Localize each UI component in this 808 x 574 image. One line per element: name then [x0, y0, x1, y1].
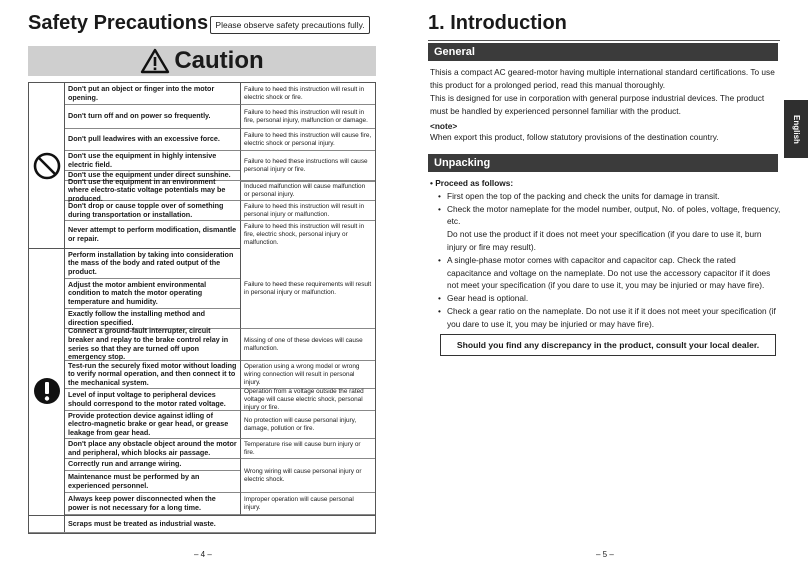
table-row [65, 83, 375, 105]
consequence-text: Wrong wiring will cause personal injury or electric shock. [240, 459, 375, 493]
dealer-notice-box: Should you find any discrepancy in the product, consult your local dealer. [440, 334, 776, 356]
list-item-extra: Do not use the product if it does not meet your specification (if you dare to use it, burn injury or fire may result). [447, 229, 762, 252]
list-item: • First open the top of the packing and check the units for damage in transit. [438, 190, 782, 203]
exclamation-icon [33, 377, 61, 405]
prohibition-icon-cell [29, 83, 65, 249]
note-text: When export this product, follow statutory provisions of the destination country. [430, 132, 719, 142]
consequence-text: Failure to heed this instruction will result in personal injury or malfunction. [240, 201, 375, 221]
page-number-left: – 4 – [194, 550, 212, 559]
safety-notice-box: Please observe safety precautions fully. [210, 16, 370, 34]
list-item-text: Check the motor nameplate for the model number, output, No. of poles, voltage, frequency, etc. [447, 203, 781, 227]
table-row [65, 129, 375, 151]
language-tab[interactable] [784, 100, 808, 158]
table-row [65, 201, 375, 221]
list-item: • Check a gear ratio on the nameplate. Do not use it if it does not meet your specification (if you dare to use it, you may be injuried or may have fire). [438, 305, 782, 331]
table-row [65, 221, 375, 249]
section-heading-general: General [428, 43, 778, 61]
table-row [65, 176, 375, 203]
instruction-text: Connect a ground-fault interrupter, circuit breaker and replay to the brake control relay in series so that they are turned off upon emergency stop. [68, 326, 229, 362]
consequence-text: Failure to heed this instruction will result in fire, electric shock, personal injury or malfunction. [240, 221, 375, 249]
consequence-text: Operation using a wrong model or wrong wiring connection will result in personal injury. [240, 361, 375, 389]
proceed-label: • Proceed as follows: [430, 178, 514, 188]
mandatory-icon-cell [29, 249, 65, 533]
language-tab-label: English [791, 114, 801, 144]
instruction-text: Level of input voltage to peripheral devices should correspond to the motor rated voltage. [68, 389, 226, 408]
instruction-text: Don't drop or cause topple over of something during transportation or installation. [68, 200, 224, 219]
instruction-text: Provide protection device against idling of electro-magnetic brake or gear head, or grease leakage from gear head. [68, 410, 229, 437]
section-heading-unpacking: Unpacking [428, 154, 778, 172]
consequence-text: Failure to heed this instruction will result in fire, personal injury, malfunction or damage. [240, 105, 375, 129]
consequence-text: Improper operation will cause personal injury. [240, 493, 375, 515]
list-item [438, 203, 782, 254]
consequence-text: Failure to heed this instruction will cause fire, electric shock or personal injury. [240, 129, 375, 151]
general-paragraph-1: Thisis a compact AC geared-motor having multiple international standard certifications. To use this product for a prolonged period, read this manual thoroughly. [430, 67, 775, 90]
general-paragraph-2: This is designed for use in corporation with general purpose industrial devices. The product must be handled by experienced personnel familiar with the product. [430, 93, 765, 116]
instruction-text: Don't pull leadwires with an excessive force. [68, 134, 220, 144]
page-number-right: – 5 – [596, 550, 614, 559]
instruction-text: Exactly follow the installing method and direction specified. [68, 308, 205, 327]
instruction-text: Don't put an object or finger into the motor opening. [68, 83, 215, 102]
consequence-text: Failure to heed this instruction will result in electric shock or fire. [240, 83, 375, 105]
instruction-text: Don't turn off and on power so frequently. [68, 111, 211, 121]
table-row [29, 515, 375, 533]
consequence-text: No protection will cause personal injury, damage, pollution or fire. [240, 411, 375, 439]
caution-banner [28, 46, 376, 76]
note-label: <note> [430, 121, 458, 131]
warning-triangle-icon [140, 48, 170, 74]
instruction-text: Don't use the equipment under direct sunshine. [68, 170, 231, 180]
list-item: • Gear head is optional. [438, 292, 782, 305]
instruction-text: Adjust the motor ambient environmental condition to match the motor operating temperature and humidity. [68, 279, 207, 306]
instruction-text: Don't use the equipment in an environment where electro-static voltage potentials may be produced. [68, 176, 226, 203]
caution-table [28, 82, 376, 534]
instruction-text: Maintenance must be performed by an experienced personnel. [68, 471, 200, 490]
instruction-text: Scraps must be treated as industrial waste. [68, 518, 216, 528]
instruction-text: Perform installation by taking into consideration the mass of the body and rated output of the product. [68, 249, 234, 276]
caution-label: Caution [174, 47, 264, 74]
consequence-text: Temperature rise will cause burn injury or fire. [240, 439, 375, 459]
unpacking-steps [430, 177, 782, 331]
title-rule [428, 40, 780, 41]
table-row [65, 105, 375, 129]
consequence-text: Missing of one of these devices will cause malfunction. [240, 329, 375, 361]
list-item: • A single-phase motor comes with capacitor and capacitor cap. Check the rated capacitance and voltage on the nameplate. Do not use the accessory capacitor if it does not meet your specification (if you dare to use it, you may be injuried or may have fire). [438, 254, 782, 292]
instruction-text: Don't place any obstacle object around the motor and peripheral, which blocks air passage. [68, 438, 237, 457]
consequence-text: Operation from a voltage outside the rated voltage will cause electric shock, personal injury or fire. [240, 389, 375, 411]
page-title-introduction: 1. Introduction [428, 12, 567, 34]
consequence-text: Induced malfunction will cause malfunction or personal injury. [240, 181, 375, 201]
consequence-text: Failure to heed these requirements will result in personal injury or malfunction. [240, 249, 375, 329]
instruction-text: Always keep power disconnected when the power is not necessary for a long time. [68, 493, 216, 512]
instruction-text: Never attempt to perform modification, dismantle or repair. [68, 224, 237, 243]
table-row [65, 151, 375, 171]
instruction-text: Correctly run and arrange wiring. [68, 459, 182, 469]
consequence-text: Failure to heed these instructions will cause personal injury or fire. [240, 151, 375, 181]
prohibition-icon [33, 152, 61, 180]
page-title-safety: Safety Precautions [28, 12, 209, 34]
instruction-text: Don't use the equipment in highly intensive electric field. [68, 150, 217, 169]
instruction-text: Test-run the securely fixed motor without loading to verify normal operation, and then connect it to the mechanical system. [68, 360, 237, 387]
